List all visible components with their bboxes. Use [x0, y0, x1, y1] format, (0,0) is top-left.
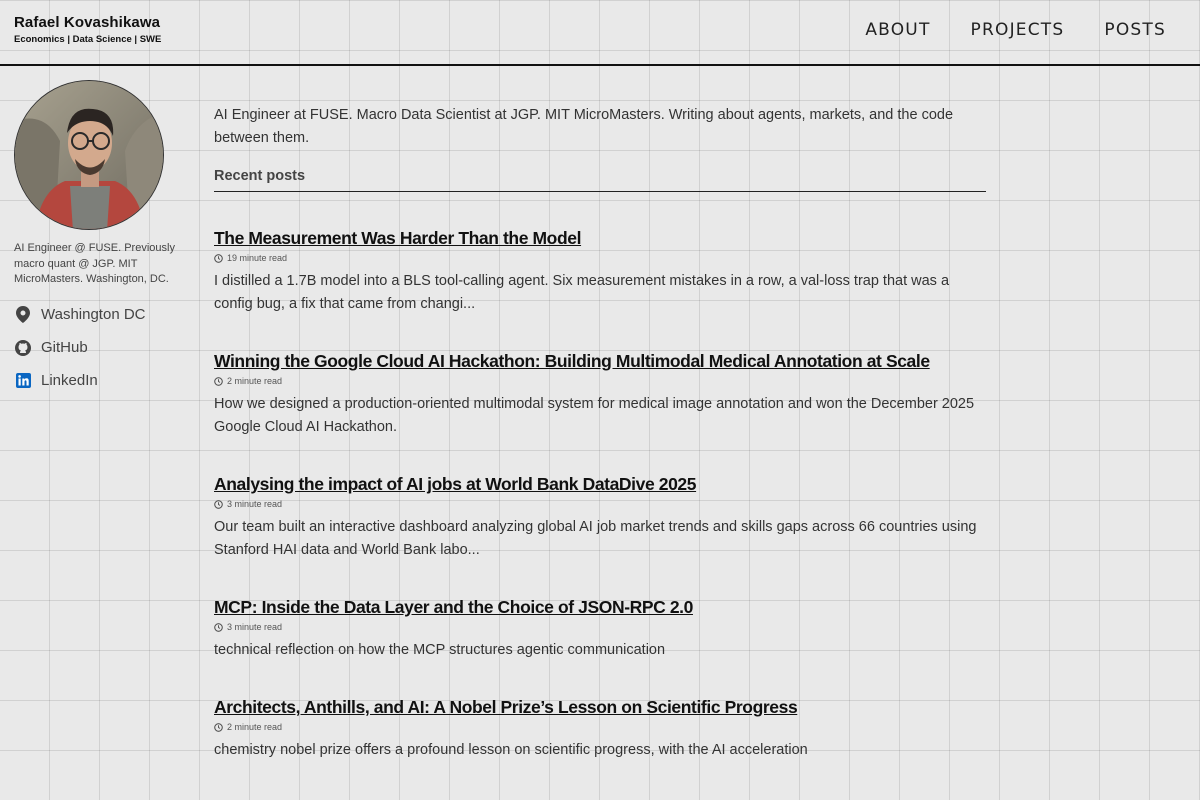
main-content	[214, 104, 986, 767]
site-tagline: Economics | Data Science | SWE	[14, 34, 162, 45]
location-pin-icon	[14, 306, 32, 324]
github-icon	[14, 339, 32, 357]
author-sidebar	[14, 80, 194, 401]
contact-location-label: Washington DC	[41, 306, 146, 323]
post-meta	[214, 722, 986, 732]
recent-posts-heading: Recent posts	[214, 168, 986, 192]
contact-list	[14, 302, 194, 394]
clock-icon	[214, 254, 223, 263]
post-title-link[interactable]: Winning the Google Cloud AI Hackathon: Building Multimodal Medical Annotation at Scale	[214, 351, 930, 371]
contact-github-label[interactable]: GitHub	[41, 339, 88, 356]
nav-projects[interactable]: PROJECTS	[970, 20, 1065, 40]
post-item	[214, 474, 986, 597]
contact-linkedin-label[interactable]: LinkedIn	[41, 372, 98, 389]
read-time: 3 minute read	[227, 622, 283, 632]
intro-text: AI Engineer at FUSE. Macro Data Scientist at JGP. MIT MicroMasters. Writing about agents, markets, and the code between them.	[214, 107, 954, 146]
post-item	[214, 597, 986, 697]
main-nav	[865, 20, 1166, 40]
post-title-link[interactable]: MCP: Inside the Data Layer and the Choice of JSON-RPC 2.0	[214, 597, 693, 617]
nav-posts[interactable]: POSTS	[1104, 20, 1166, 40]
profile-photo-icon	[15, 81, 164, 230]
post-title-link[interactable]: Analysing the impact of AI jobs at World Bank DataDive 2025	[214, 474, 697, 494]
post-excerpt: Our team built an interactive dashboard analyzing global AI job market trends and skills gaps across 66 countries using Stanford HAI data and World Bank labo...	[214, 519, 977, 558]
post-item	[214, 228, 986, 351]
post-excerpt: chemistry nobel prize offers a profound lesson on scientific progress, with the AI acceleration	[214, 742, 808, 758]
read-time: 2 minute read	[227, 722, 283, 732]
post-excerpt: I distilled a 1.7B model into a BLS tool-calling agent. Six measurement mistakes in a row, a val-loss trap that was a config bug, a fix that came from changi...	[214, 273, 950, 312]
avatar	[14, 80, 164, 230]
post-title-link[interactable]: Architects, Anthills, and AI: A Nobel Prize’s Lesson on Scientific Progress	[214, 697, 798, 717]
nav-about[interactable]: ABOUT	[865, 20, 931, 40]
post-meta	[214, 376, 986, 386]
brand[interactable]	[14, 14, 161, 45]
author-bio: AI Engineer @ FUSE. Previously macro quant @ JGP. MIT MicroMasters. Washington, DC.	[14, 242, 175, 285]
post-meta	[214, 253, 986, 263]
linkedin-icon	[14, 372, 32, 390]
clock-icon	[214, 377, 223, 386]
post-title-link[interactable]: The Measurement Was Harder Than the Model	[214, 228, 582, 248]
contact-github[interactable]	[14, 335, 194, 361]
clock-icon	[214, 500, 223, 509]
post-excerpt: How we designed a production-oriented multimodal system for medical image annotation and won the December 2025 Google Cloud AI Hackathon.	[214, 396, 975, 435]
clock-icon	[214, 623, 223, 632]
post-excerpt: technical reflection on how the MCP structures agentic communication	[214, 642, 666, 658]
site-title[interactable]: Rafael Kovashikawa	[14, 14, 161, 31]
post-item	[214, 351, 986, 474]
site-header	[0, 0, 1200, 66]
read-time: 19 minute read	[227, 253, 288, 263]
post-meta	[214, 622, 986, 632]
clock-icon	[214, 723, 223, 732]
post-list	[214, 228, 986, 767]
read-time: 2 minute read	[227, 376, 283, 386]
read-time: 3 minute read	[227, 499, 283, 509]
contact-linkedin[interactable]	[14, 368, 194, 394]
post-meta	[214, 499, 986, 509]
post-item	[214, 697, 986, 767]
contact-location	[14, 302, 194, 328]
